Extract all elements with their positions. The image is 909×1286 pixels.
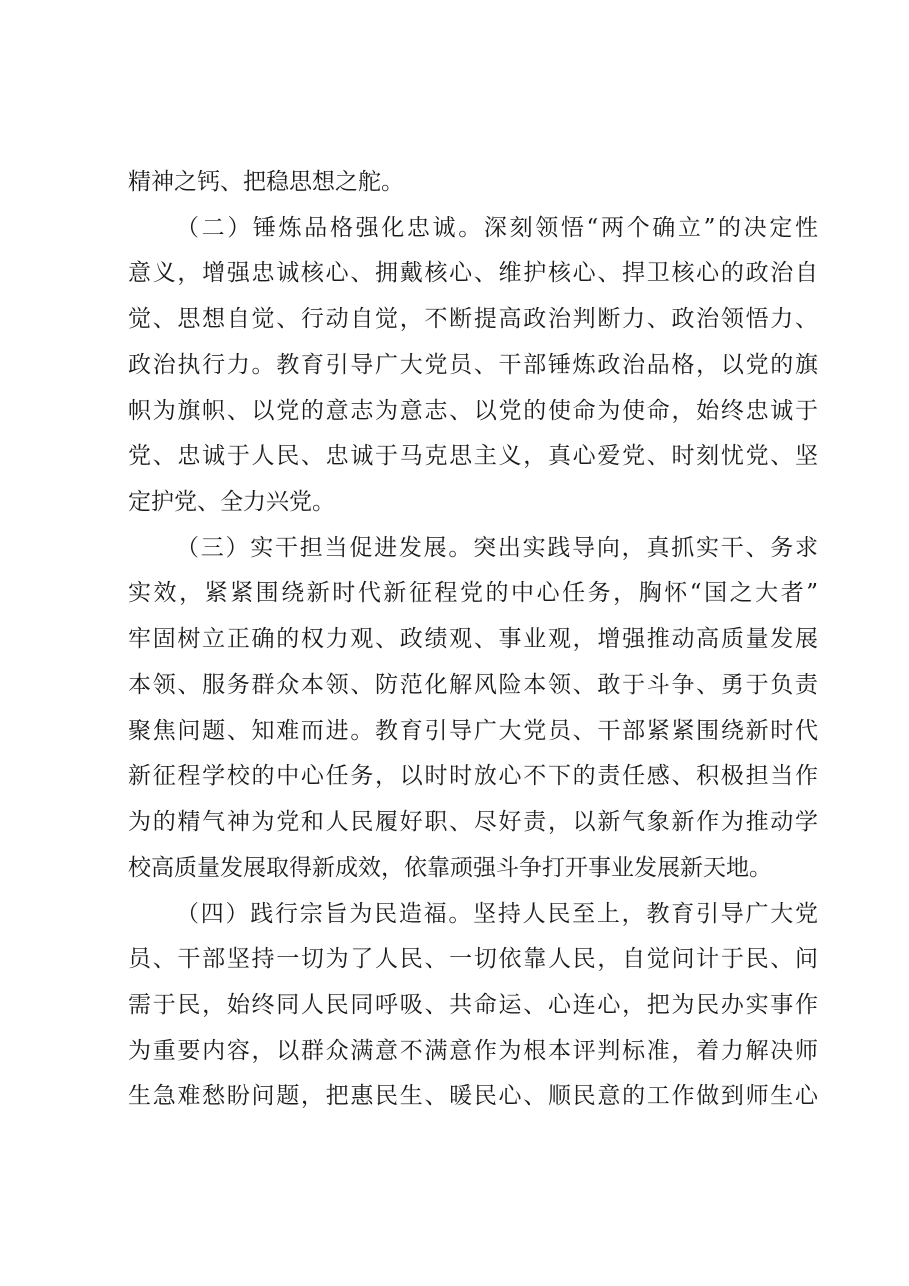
paragraph-4-line-4: 为重要内容，以群众满意不满意作为根本评判标准，着力解决师 xyxy=(128,1038,818,1064)
paragraph-4-line-5: 生急难愁盼问题，把惠民生、暖民心、顺民意的工作做到师生心 xyxy=(128,1083,818,1109)
paragraph-2-line-3: 觉、思想自觉、行动自觉，不断提高政治判断力、政治领悟力、 xyxy=(128,306,818,332)
paragraph-2-line-7: 定护党、全力兴党。 xyxy=(128,489,335,515)
paragraph-3-line-6: 新征程学校的中心任务，以时时放心不下的责任感、积极担当作 xyxy=(128,763,818,789)
paragraph-2-line-2: 意义，增强忠诚核心、拥戴核心、维护核心、捍卫核心的政治自 xyxy=(128,260,818,286)
paragraph-3-line-3: 牢固树立正确的权力观、政绩观、事业观，增强推动高质量发展 xyxy=(128,626,818,652)
paragraph-3-line-5: 聚焦问题、知难而进。教育引导广大党员、干部紧紧围绕新时代 xyxy=(128,718,818,744)
paragraph-2-line-6: 党、忠诚于人民、忠诚于马克思主义，真心爱党、时刻忧党、坚 xyxy=(128,443,818,469)
paragraph-2-line-5: 帜为旗帜、以党的意志为意志、以党的使命为使命，始终忠诚于 xyxy=(128,398,818,424)
paragraph-2-line-1: （二）锤炼品格强化忠诚。深刻领悟“两个确立”的决定性 xyxy=(176,215,818,241)
paragraph-3-line-2: 实效，紧紧围绕新时代新征程党的中心任务，胸怀“国之大者” xyxy=(128,580,818,606)
paragraph-4-line-3: 需于民，始终同人民同呼吸、共命运、心连心，把为民办实事作 xyxy=(128,992,818,1018)
paragraph-4-line-1: （四）践行宗旨为民造福。坚持人民至上，教育引导广大党 xyxy=(176,901,818,927)
paragraph-3-line-7: 为的精气神为党和人民履好职、尽好责，以新气象新作为推动学 xyxy=(128,809,818,835)
paragraph-1-line-1: 精神之钙、把稳思想之舵。 xyxy=(128,169,404,195)
paragraph-4-line-2: 员、干部坚持一切为了人民、一切依靠人民，自觉问计于民、问 xyxy=(128,946,818,972)
paragraph-3-line-4: 本领、服务群众本领、防范化解风险本领、敢于斗争、勇于负责 xyxy=(128,672,818,698)
paragraph-3-line-1: （三）实干担当促进发展。突出实践导向，真抓实干、务求 xyxy=(176,535,818,561)
paragraph-3-line-8: 校高质量发展取得新成效，依靠顽强斗争打开事业发展新天地。 xyxy=(128,855,772,881)
paragraph-2-line-4: 政治执行力。教育引导广大党员、干部锤炼政治品格，以党的旗 xyxy=(128,352,818,378)
